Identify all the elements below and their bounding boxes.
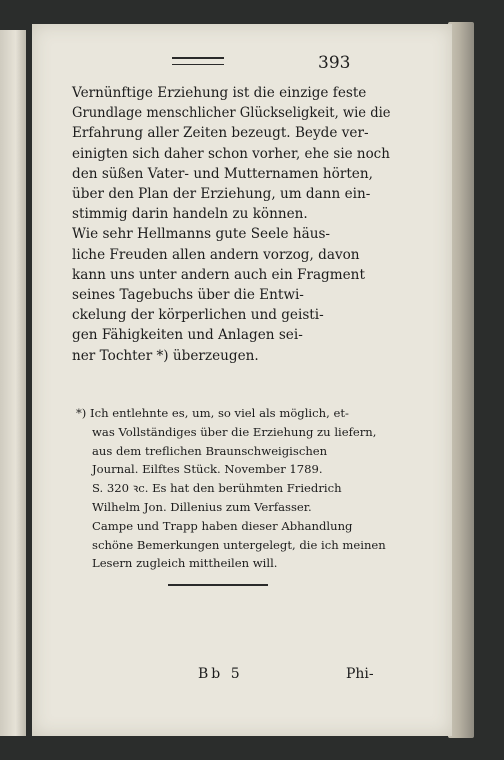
footnote-line: was Vollständiges über die Erziehung zu liefern, bbox=[92, 424, 377, 439]
footnote-line: *) Ich entlehnte es, um, so viel als möglich, et- bbox=[76, 406, 349, 420]
text-line: Wie sehr Hellmanns gute Seele häus- bbox=[72, 226, 331, 243]
footnote bbox=[76, 404, 392, 573]
footnote-line: S. 320 ꝛc. Es hat den berühmten Friedrich bbox=[92, 481, 342, 496]
footnote-line: Journal. Eilftes Stück. November 1789. bbox=[92, 462, 323, 477]
text-line: gen Fähigkeiten und Anlagen sei- bbox=[72, 327, 303, 344]
text-line: ckelung der körperlichen und geisti- bbox=[72, 307, 324, 324]
text-line: den süßen Vater- und Mutternamen hörten, bbox=[72, 165, 373, 182]
footer-rule bbox=[168, 584, 268, 586]
footnote-line: Campe und Trapp haben dieser Abhandlung bbox=[92, 518, 353, 533]
text-line: ner Tochter *) überzeugen. bbox=[72, 347, 259, 364]
text-line: liche Freuden allen andern vorzog, davon bbox=[72, 246, 360, 263]
text-line: Grundlage menschlicher Glückseligkeit, wie die bbox=[72, 105, 391, 122]
text-line: stimmig darin handeln zu können. bbox=[72, 206, 308, 223]
footnote-line: Lesern zugleich mittheilen will. bbox=[92, 556, 278, 571]
text-line: Vernünftige Erziehung ist die einzige feste bbox=[72, 85, 367, 101]
footnote-line: Wilhelm Jon. Dillenius zum Verfasser. bbox=[92, 499, 312, 514]
facing-page-edge bbox=[0, 30, 26, 736]
footnote-line: aus dem treflichen Braunschweigischen bbox=[92, 443, 328, 458]
text-line: Erfahrung aller Zeiten bezeugt. Beyde ver- bbox=[72, 125, 369, 142]
signature-mark: Bb 5 bbox=[198, 666, 243, 682]
main-text bbox=[72, 83, 390, 366]
text-line: einigten sich daher schon vorher, ehe sie noch bbox=[72, 145, 390, 162]
text-line: seines Tagebuchs über die Entwi- bbox=[72, 287, 304, 304]
catchword: Phi- bbox=[346, 666, 374, 682]
text-line: über den Plan der Erziehung, um dann ein- bbox=[72, 186, 371, 203]
text-line: kann uns unter andern auch ein Fragment bbox=[72, 266, 365, 283]
footnote-line: schöne Bemerkungen untergelegt, die ich meinen bbox=[92, 537, 386, 552]
header-rule bbox=[172, 57, 224, 65]
page-number: 393 bbox=[318, 53, 351, 73]
